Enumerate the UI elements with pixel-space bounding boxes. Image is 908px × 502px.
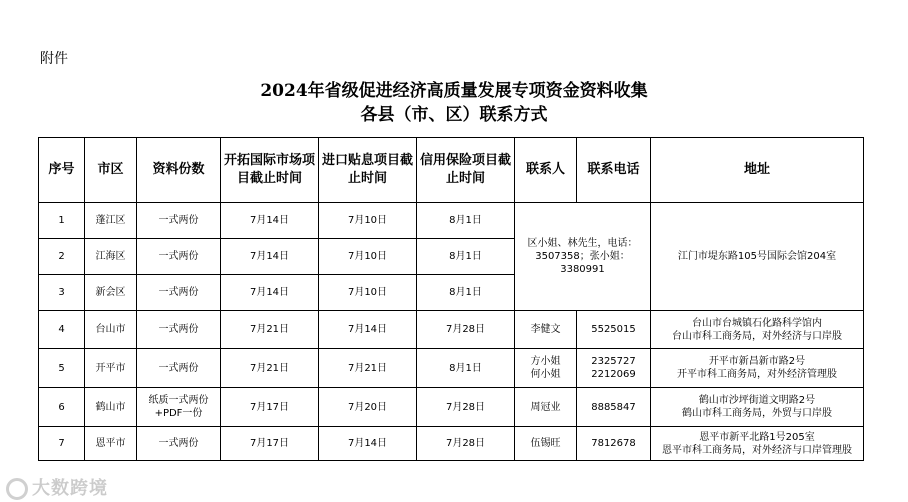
- table-header-row: [39, 138, 864, 203]
- cell-copies: 一式两份: [137, 275, 221, 311]
- header-contact: 联系人: [515, 138, 577, 203]
- cell-market-deadline: 7月17日: [221, 427, 319, 461]
- cell-insurance-deadline: 7月28日: [417, 311, 515, 349]
- cell-copies: 一式两份: [137, 311, 221, 349]
- watermark-text: 大数跨境: [32, 478, 108, 499]
- header-address: 地址: [651, 138, 864, 203]
- cell-import-deadline: 7月10日: [319, 239, 417, 275]
- cell-shared-contact: [515, 203, 651, 311]
- table-row: [39, 388, 864, 427]
- cell-copies: 一式两份: [137, 203, 221, 239]
- address-line: 鹤山市沙坪街道文明路2号: [698, 395, 816, 406]
- address-line: 开平市科工商务局，对外经济管理股: [677, 369, 837, 380]
- cell-address: [651, 311, 864, 349]
- contact-line: 方小姐: [530, 356, 561, 367]
- copies-line: +PDF一份: [154, 408, 203, 419]
- cell-seq: 7: [39, 427, 85, 461]
- cell-district: 台山市: [85, 311, 137, 349]
- cell-contact: 周冠业: [515, 388, 577, 427]
- cell-import-deadline: 7月14日: [319, 427, 417, 461]
- copies-line: 纸质一式两份: [148, 395, 209, 406]
- address-line: 恩平市新平北路1号205室: [699, 431, 815, 443]
- cell-insurance-deadline: 8月1日: [417, 275, 515, 311]
- cell-import-deadline: 7月20日: [319, 388, 417, 427]
- cell-copies: 一式两份: [137, 349, 221, 388]
- document-subtitle: 各县（市、区）联系方式: [360, 105, 548, 125]
- header-seq: 序号: [39, 138, 85, 203]
- cell-market-deadline: 7月21日: [221, 311, 319, 349]
- document-title: 2024年省级促进经济高质量发展专项资金资料收集: [260, 81, 648, 101]
- cell-insurance-deadline: 8月1日: [417, 239, 515, 275]
- header-import-deadline: 进口贴息项目截止时间: [319, 138, 417, 203]
- cell-seq: 2: [39, 239, 85, 275]
- cell-copies: 一式两份: [137, 427, 221, 461]
- cell-contact: 伍锡旺: [515, 427, 577, 461]
- cell-address: [651, 427, 864, 461]
- cell-phone: 8885847: [577, 388, 651, 427]
- cell-insurance-deadline: 8月1日: [417, 203, 515, 239]
- header-district: 市区: [85, 138, 137, 203]
- contact-table: [38, 137, 864, 461]
- cell-phone: 7812678: [577, 427, 651, 461]
- attachment-label: 附件: [40, 51, 68, 67]
- cell-insurance-deadline: 8月1日: [417, 349, 515, 388]
- cell-copies: 一式两份: [137, 239, 221, 275]
- contact-line: 何小姐: [530, 369, 561, 380]
- cell-seq: 3: [39, 275, 85, 311]
- cell-seq: 1: [39, 203, 85, 239]
- cell-market-deadline: 7月14日: [221, 275, 319, 311]
- address-line: 台山市科工商务局，对外经济与口岸股: [672, 330, 842, 342]
- cell-insurance-deadline: 7月28日: [417, 388, 515, 427]
- cell-address: [651, 349, 864, 388]
- cell-import-deadline: 7月14日: [319, 311, 417, 349]
- header-insurance-deadline: 信用保险项目截止时间: [417, 138, 515, 203]
- cell-market-deadline: 7月21日: [221, 349, 319, 388]
- cell-contact: [515, 349, 577, 388]
- cell-district: 蓬江区: [85, 203, 137, 239]
- shared-contact-text: 区小姐、林先生，电话：3507358；张小姐：3380991: [527, 238, 638, 275]
- cell-market-deadline: 7月17日: [221, 388, 319, 427]
- cell-seq: 6: [39, 388, 85, 427]
- cell-copies: [137, 388, 221, 427]
- phone-line: 2212069: [591, 369, 636, 380]
- cell-district: 鹤山市: [85, 388, 137, 427]
- cell-market-deadline: 7月14日: [221, 203, 319, 239]
- header-copies: 资料份数: [137, 138, 221, 203]
- cell-district: 恩平市: [85, 427, 137, 461]
- header-phone: 联系电话: [577, 138, 651, 203]
- cell-district: 新会区: [85, 275, 137, 311]
- cell-district: 江海区: [85, 239, 137, 275]
- address-line: 开平市新昌新市路2号: [708, 356, 806, 367]
- address-line: 鹤山市科工商务局，外贸与口岸股: [682, 408, 832, 419]
- cell-seq: 4: [39, 311, 85, 349]
- cell-import-deadline: 7月10日: [319, 275, 417, 311]
- cell-address: [651, 388, 864, 427]
- header-market-deadline: 开拓国际市场项目截止时间: [221, 138, 319, 203]
- watermark-logo-icon: [6, 478, 28, 500]
- cell-shared-address: 江门市堤东路105号国际会馆204室: [651, 203, 864, 311]
- table-row: [39, 349, 864, 388]
- cell-contact: 李健文: [515, 311, 577, 349]
- cell-phone: 5525015: [577, 311, 651, 349]
- cell-district: 开平市: [85, 349, 137, 388]
- watermark: [6, 474, 108, 500]
- address-line: 恩平市科工商务局，对外经济与口岸管理股: [662, 444, 852, 456]
- table-row: [39, 311, 864, 349]
- phone-line: 2325727: [591, 356, 636, 367]
- cell-phone: [577, 349, 651, 388]
- cell-seq: 5: [39, 349, 85, 388]
- address-line: 台山市台城镇石化路科学馆内: [692, 317, 822, 329]
- cell-import-deadline: 7月10日: [319, 203, 417, 239]
- table-row: [39, 203, 864, 239]
- cell-market-deadline: 7月14日: [221, 239, 319, 275]
- cell-insurance-deadline: 7月28日: [417, 427, 515, 461]
- cell-import-deadline: 7月21日: [319, 349, 417, 388]
- table-row: [39, 427, 864, 461]
